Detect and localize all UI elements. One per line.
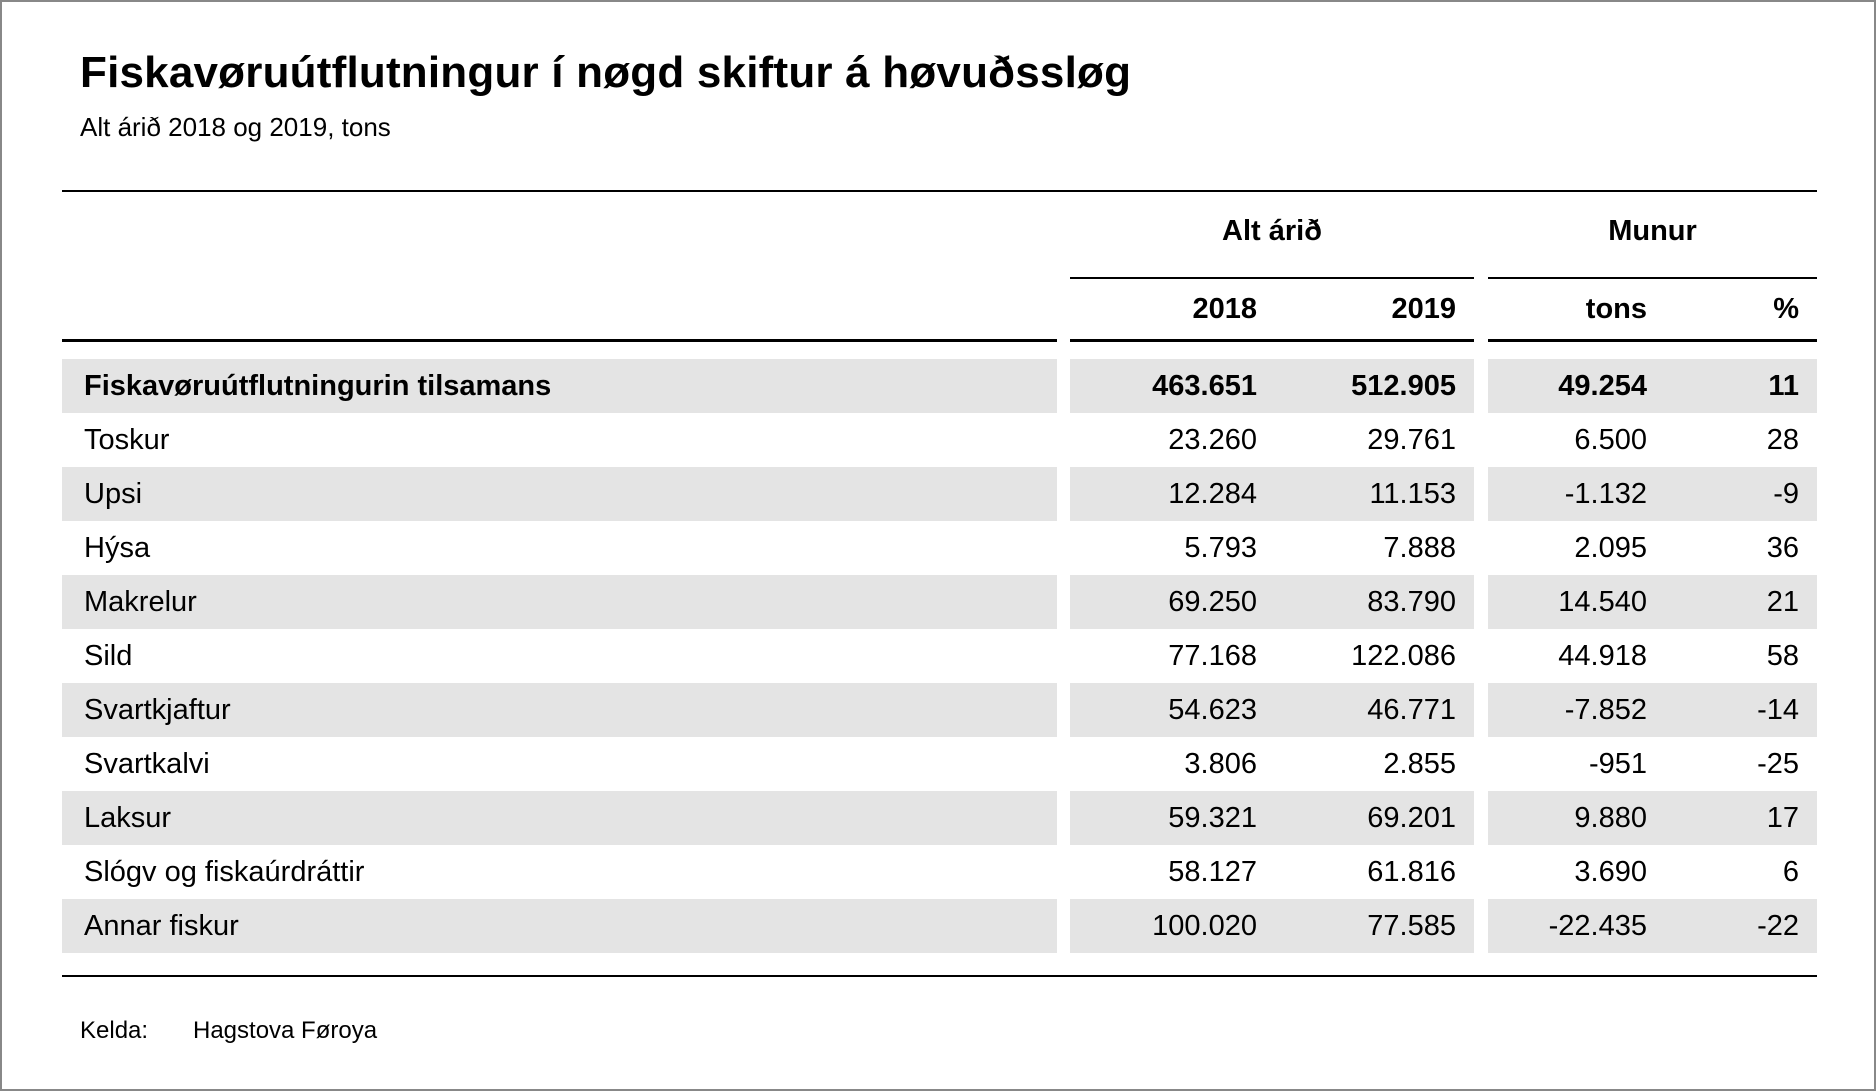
row-label: Slógv og fiskaúrdráttir	[84, 855, 365, 888]
spacer	[1474, 521, 1488, 575]
source-label: Kelda:	[80, 1017, 149, 1045]
value-tons: -951	[1588, 747, 1647, 780]
value-tons: 14.540	[1488, 575, 1665, 629]
value-2018: 59.321	[1070, 791, 1275, 845]
value-2018: 58.127	[1168, 855, 1257, 888]
spacer	[1057, 575, 1070, 629]
value-pct: 36	[1766, 531, 1799, 564]
value-2018: 69.250	[1070, 575, 1275, 629]
source-line	[80, 1015, 1814, 1046]
value-tons: -22.435	[1488, 899, 1665, 953]
table-row	[62, 683, 1817, 737]
spacer	[1474, 467, 1488, 521]
value-2019: 7.888	[1383, 531, 1456, 564]
spacer	[1057, 521, 1070, 575]
col-header-2019: 2019	[1275, 279, 1474, 342]
spacer	[1057, 845, 1070, 899]
value-2018: 54.623	[1070, 683, 1275, 737]
table-row	[62, 575, 1817, 629]
value-pct: -9	[1665, 467, 1817, 521]
value-tons: -7.852	[1488, 683, 1665, 737]
table-row	[62, 521, 1817, 575]
row-label: Hýsa	[84, 531, 151, 564]
row-label: Laksur	[62, 791, 1057, 845]
col-header-pct: %	[1665, 279, 1817, 342]
value-tons: -1.132	[1488, 467, 1665, 521]
table-column-header-row	[62, 279, 1817, 342]
spacer	[1057, 683, 1070, 737]
spacer	[1474, 683, 1488, 737]
value-tons: 2.095	[1574, 531, 1647, 564]
value-2019: 77.585	[1275, 899, 1474, 953]
group-header-alt-arid: Alt árið	[1070, 192, 1474, 279]
table-row	[62, 413, 1817, 467]
value-pct: 58	[1766, 639, 1799, 672]
value-2019: 2.855	[1383, 747, 1456, 780]
value-2018: 77.168	[1168, 639, 1257, 672]
source-name: Hagstova Føroya	[193, 1017, 378, 1045]
value-tons: 3.690	[1574, 855, 1647, 888]
table-row	[62, 629, 1817, 683]
spacer	[1474, 359, 1488, 413]
spacer	[1057, 279, 1070, 342]
row-label: Svartkjaftur	[62, 683, 1057, 737]
spacer	[1474, 845, 1488, 899]
row-label: Upsi	[62, 467, 1057, 521]
spacer	[1474, 899, 1488, 953]
spacer	[1057, 791, 1070, 845]
spacer	[1057, 629, 1070, 683]
table-row	[62, 737, 1817, 791]
value-2018: 3.806	[1184, 747, 1257, 780]
value-pct: 6	[1782, 855, 1799, 888]
spacer	[1474, 629, 1488, 683]
value-2018: 12.284	[1070, 467, 1275, 521]
table-body	[2, 359, 1874, 953]
col-header-2018: 2018	[1070, 279, 1275, 342]
table-row	[62, 845, 1817, 899]
value-tons: 9.880	[1488, 791, 1665, 845]
footer-rule	[62, 975, 1817, 977]
row-label: Toskur	[84, 423, 170, 456]
value-2019: 11.153	[1275, 467, 1474, 521]
table-row-total	[62, 359, 1817, 413]
spacer	[1057, 899, 1070, 953]
value-2018: 23.260	[1168, 423, 1257, 456]
row-label: Svartkalvi	[84, 747, 210, 780]
value-tons: 44.918	[1558, 639, 1647, 672]
value-pct: 11	[1665, 359, 1817, 413]
spacer	[1474, 737, 1488, 791]
table-group-header-row	[62, 192, 1817, 279]
value-2019: 122.086	[1351, 639, 1456, 672]
value-2018: 463.651	[1070, 359, 1275, 413]
value-2019: 46.771	[1275, 683, 1474, 737]
spacer	[1057, 359, 1070, 413]
table-row	[62, 467, 1817, 521]
col-header-tons: tons	[1488, 279, 1665, 342]
spacer	[1474, 413, 1488, 467]
spacer	[1057, 737, 1070, 791]
value-2018: 100.020	[1070, 899, 1275, 953]
spacer	[1057, 413, 1070, 467]
page-subtitle: Alt árið 2018 og 2019, tons	[80, 111, 391, 142]
table-row	[62, 791, 1817, 845]
spacer	[1474, 791, 1488, 845]
value-tons: 6.500	[1574, 423, 1647, 456]
spacer	[1057, 467, 1070, 521]
value-tons: 49.254	[1488, 359, 1665, 413]
row-label: Makrelur	[62, 575, 1057, 629]
value-pct: -14	[1665, 683, 1817, 737]
value-pct: 28	[1766, 423, 1799, 456]
row-label: Sild	[84, 639, 133, 672]
value-2019: 69.201	[1275, 791, 1474, 845]
value-2019: 512.905	[1275, 359, 1474, 413]
value-pct: 17	[1665, 791, 1817, 845]
value-2018: 5.793	[1184, 531, 1257, 564]
row-label: Annar fiskur	[62, 899, 1057, 953]
table-row	[62, 899, 1817, 953]
col-header-empty	[62, 279, 1057, 342]
value-pct: -25	[1757, 747, 1799, 780]
spacer	[1474, 279, 1488, 342]
value-2019: 29.761	[1367, 423, 1456, 456]
value-2019: 83.790	[1275, 575, 1474, 629]
value-pct: 21	[1665, 575, 1817, 629]
value-pct: -22	[1665, 899, 1817, 953]
row-label: Fiskavøruútflutningurin tilsamans	[62, 359, 1057, 413]
spacer	[1474, 575, 1488, 629]
page-title: Fiskavøruútflutningur í nøgd skiftur á høvuðssløg	[80, 48, 1132, 97]
value-2019: 61.816	[1367, 855, 1456, 888]
group-header-munur: Munur	[1488, 192, 1817, 279]
